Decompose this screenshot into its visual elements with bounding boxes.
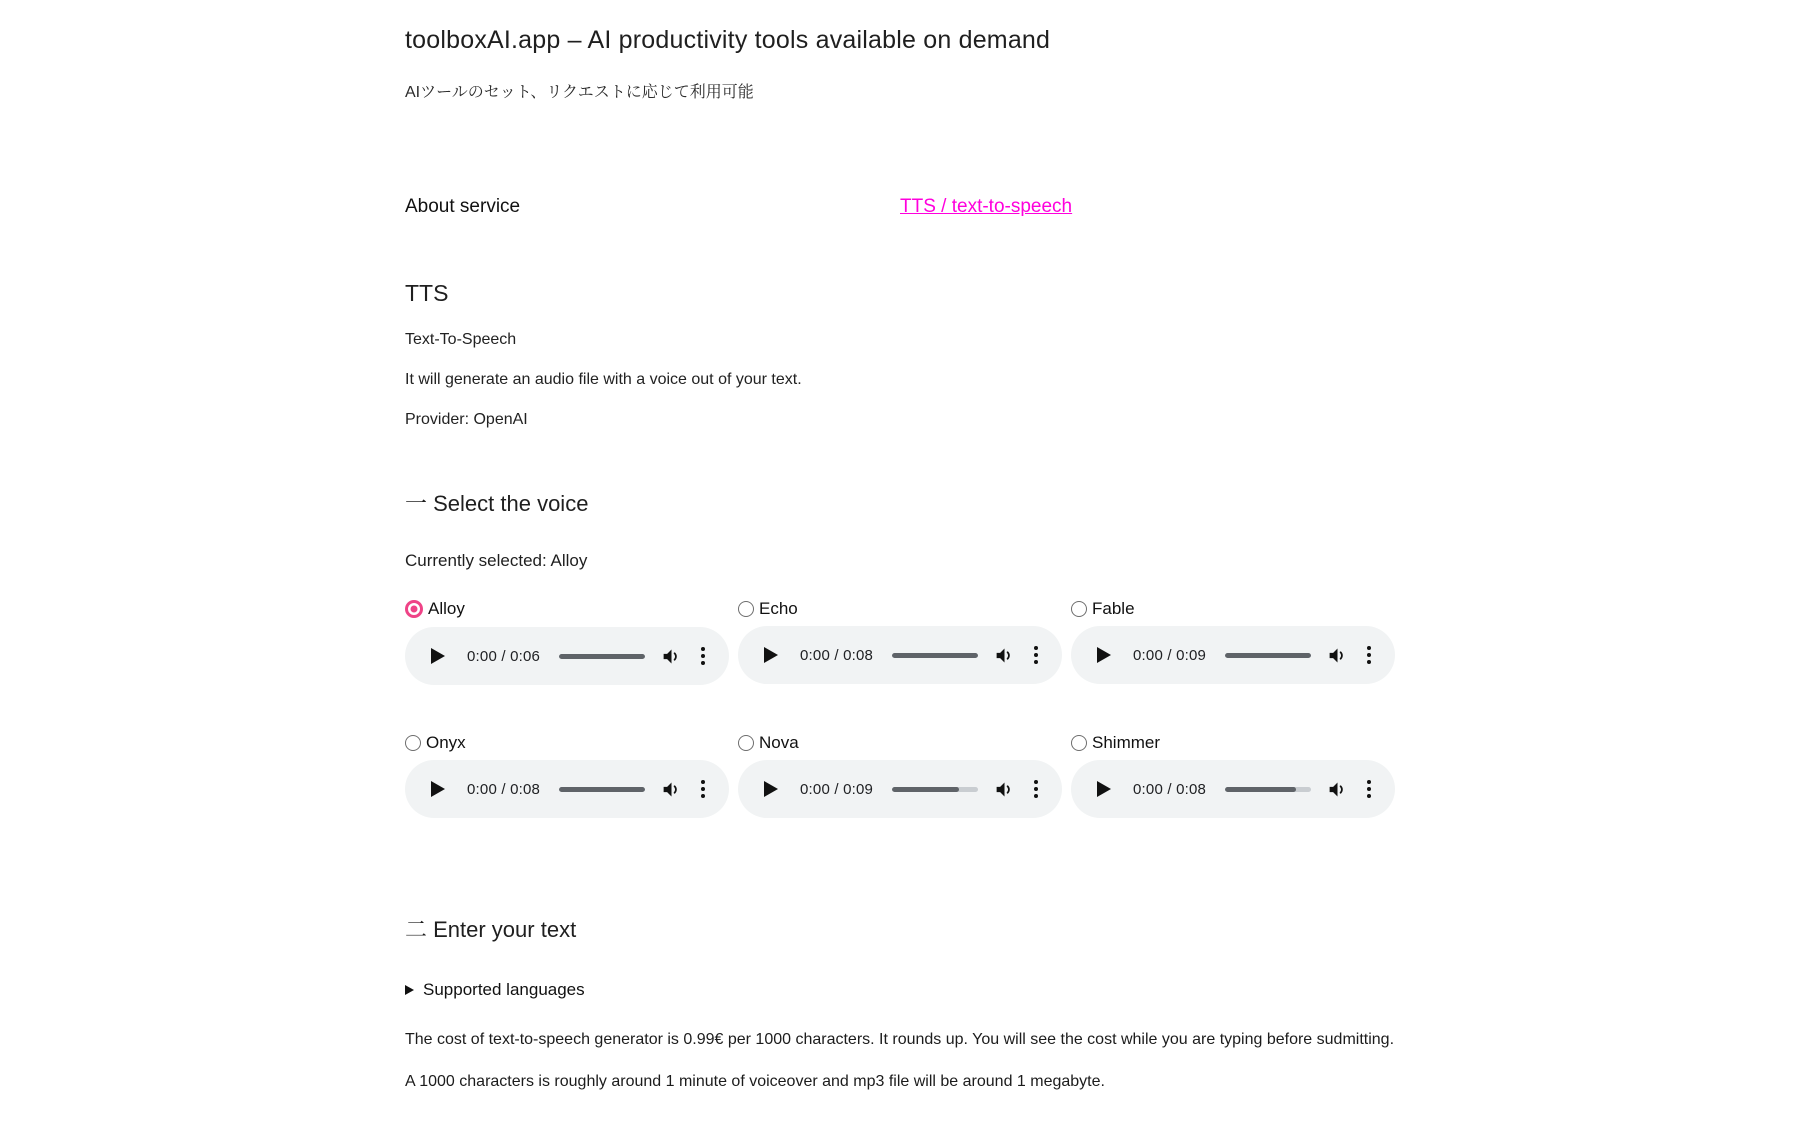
size-note: A 1000 characters is roughly around 1 minute of voiceover and mp3 file will be around 1 megabyte.	[405, 1073, 1105, 1091]
page-subtitle-japanese: AIツールのセット、リクエストに応じて利用可能	[405, 84, 754, 101]
player-time: 0:00 / 0:06	[467, 647, 541, 665]
voice-radio-label-shimmer[interactable]	[1071, 731, 1160, 755]
page-container	[405, 0, 1395, 1091]
volume-icon[interactable]	[994, 779, 1015, 800]
player-time: 0:00 / 0:08	[467, 780, 541, 798]
voice-name: Onyx	[426, 733, 466, 752]
play-icon[interactable]	[1097, 647, 1111, 663]
currently-selected-text: Currently selected: Alloy	[405, 551, 588, 570]
play-icon[interactable]	[1097, 781, 1111, 797]
more-options-icon[interactable]	[699, 645, 707, 667]
voice-name: Nova	[759, 733, 799, 752]
enter-text-heading: 二 Enter your text	[405, 917, 577, 942]
audio-player-onyx[interactable]	[405, 760, 729, 818]
player-time: 0:00 / 0:09	[1133, 646, 1207, 664]
tts-provider: Provider: OpenAI	[405, 411, 528, 428]
play-icon[interactable]	[764, 781, 778, 797]
volume-icon[interactable]	[994, 645, 1015, 666]
seek-slider[interactable]	[892, 787, 978, 792]
cost-note: The cost of text-to-speech generator is 0.99€ per 1000 characters. It rounds up. You will see the cost while you are typing before sudmitting.	[405, 1031, 1395, 1048]
voice-radio-label-alloy[interactable]	[405, 597, 465, 621]
seek-slider[interactable]	[559, 654, 645, 659]
voice-grid	[405, 597, 1395, 818]
supported-languages-label: Supported languages	[423, 980, 585, 999]
voice-radio-label-nova[interactable]	[738, 731, 799, 755]
supported-languages-summary[interactable]	[405, 980, 585, 1000]
voice-name: Alloy	[428, 599, 465, 618]
audio-player-alloy[interactable]	[405, 627, 729, 685]
audio-player-shimmer[interactable]	[1071, 760, 1395, 818]
audio-player-fable[interactable]	[1071, 626, 1395, 684]
player-time: 0:00 / 0:08	[800, 646, 874, 664]
play-icon[interactable]	[431, 781, 445, 797]
radio-button-alloy[interactable]	[405, 600, 423, 618]
play-icon[interactable]	[764, 647, 778, 663]
volume-icon[interactable]	[661, 779, 682, 800]
seek-slider[interactable]	[559, 787, 645, 792]
tts-heading: TTS	[405, 280, 449, 306]
radio-button-shimmer[interactable]	[1071, 735, 1087, 751]
radio-button-onyx[interactable]	[405, 735, 421, 751]
more-options-icon[interactable]	[1365, 644, 1373, 666]
page-title: toolboxAI.app – AI productivity tools available on demand	[405, 26, 1051, 54]
voice-option-fable	[1071, 597, 1395, 685]
tts-description: It will generate an audio file with a voice out of your text.	[405, 371, 802, 388]
audio-player-nova[interactable]	[738, 760, 1062, 818]
seek-slider[interactable]	[892, 653, 978, 658]
voice-name: Shimmer	[1092, 733, 1161, 752]
voice-name: Fable	[1092, 599, 1135, 618]
voice-option-onyx	[405, 731, 729, 818]
nav-about-service-link[interactable]: About service	[405, 196, 521, 217]
volume-icon[interactable]	[1327, 645, 1348, 666]
nav-tts-link[interactable]: TTS / text-to-speech	[900, 196, 1073, 217]
more-options-icon[interactable]	[699, 778, 707, 800]
audio-player-echo[interactable]	[738, 626, 1062, 684]
top-nav	[405, 196, 1395, 218]
seek-slider[interactable]	[1225, 653, 1311, 658]
select-voice-heading: 一 Select the voice	[405, 491, 589, 516]
voice-option-shimmer	[1071, 731, 1395, 818]
more-options-icon[interactable]	[1365, 778, 1373, 800]
volume-icon[interactable]	[661, 646, 682, 667]
tts-subheading: Text-To-Speech	[405, 331, 517, 348]
voice-radio-label-onyx[interactable]	[405, 731, 466, 755]
volume-icon[interactable]	[1327, 779, 1348, 800]
disclosure-triangle-icon	[405, 985, 414, 995]
player-time: 0:00 / 0:09	[800, 780, 874, 798]
voice-radio-label-fable[interactable]	[1071, 597, 1135, 621]
voice-option-echo	[738, 597, 1062, 685]
more-options-icon[interactable]	[1032, 778, 1040, 800]
voice-radio-label-echo[interactable]	[738, 597, 798, 621]
voice-name: Echo	[759, 599, 798, 618]
voice-option-nova	[738, 731, 1062, 818]
more-options-icon[interactable]	[1032, 644, 1040, 666]
radio-button-echo[interactable]	[738, 601, 754, 617]
play-icon[interactable]	[431, 648, 445, 664]
voice-option-alloy	[405, 597, 729, 685]
radio-button-nova[interactable]	[738, 735, 754, 751]
seek-slider[interactable]	[1225, 787, 1311, 792]
radio-button-fable[interactable]	[1071, 601, 1087, 617]
player-time: 0:00 / 0:08	[1133, 780, 1207, 798]
